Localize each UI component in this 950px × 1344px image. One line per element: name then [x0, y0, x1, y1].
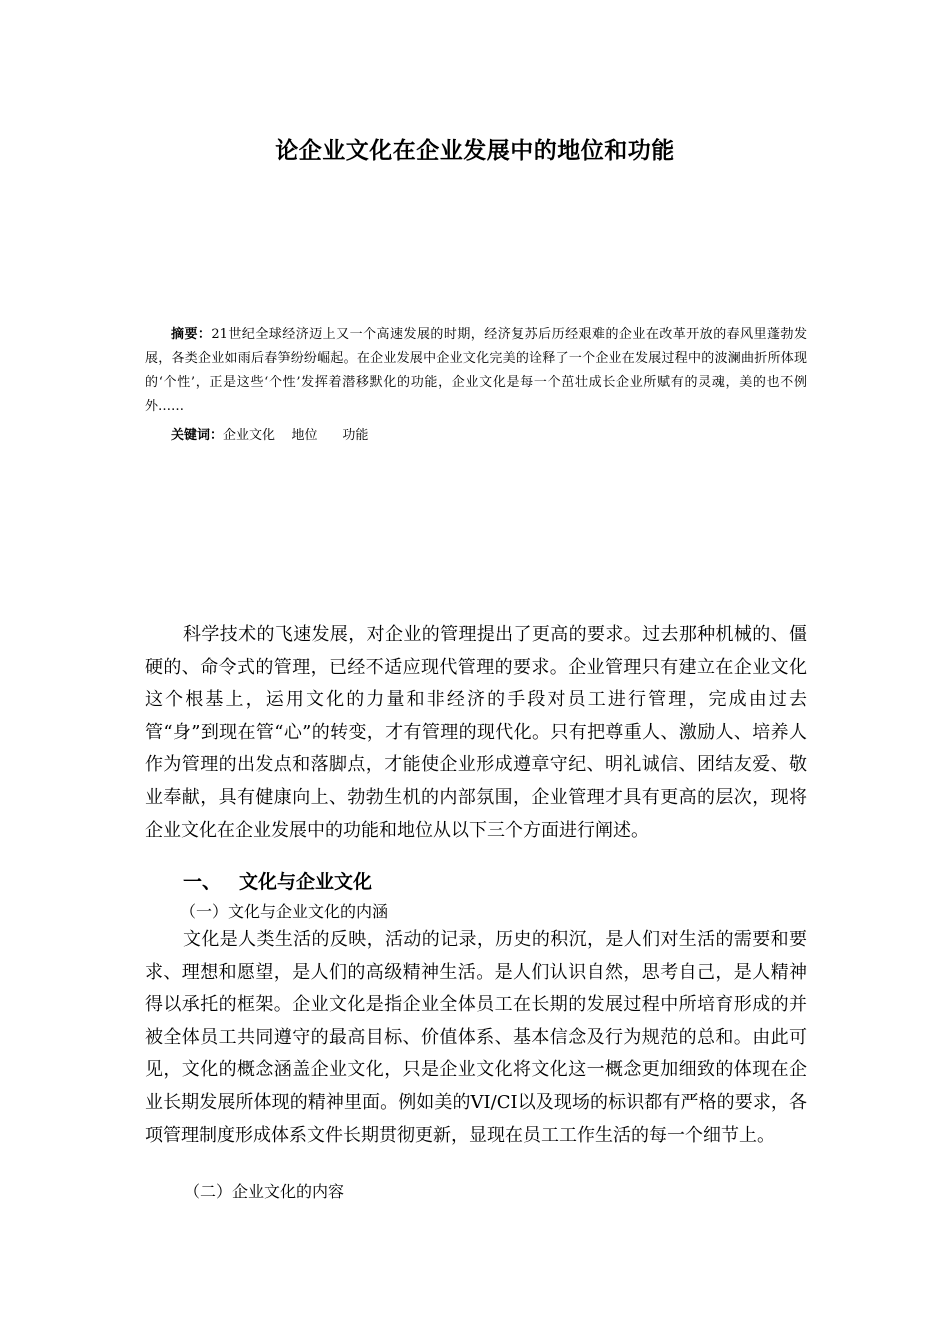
abstract	[145, 323, 807, 419]
keywords	[171, 424, 368, 448]
section-number: 一、	[183, 871, 222, 893]
abstract-label: 摘要：	[171, 327, 212, 342]
keywords-label: 关键词：	[171, 428, 224, 443]
subsection-heading-2: （二）企业文化的内容	[184, 1182, 345, 1201]
section-heading	[183, 866, 372, 898]
subsection-heading-1: （一）文化与企业文化的内涵	[180, 902, 389, 921]
section-heading-text: 文化与企业文化	[239, 871, 373, 893]
intro-paragraph: 科学技术的飞速发展，对企业的管理提出了更高的要求。过去那种机械的、僵硬的、命令式的管理，已经不适应现代管理的要求。企业管理只有建立在企业文化这个根基上，运用文化的力量和非经济的手段对员工进行管理，完成由过去管“身”到现在管“心”的转变，才有管理的现代化。只有把尊重人、激励人、培养人作为管理的出发点和落脚点，才能使企业形成遵章守纪、明礼诚信、团结友爱、敬业奉献，具有健康向上、勃勃生机的内部氛围，企业管理才具有更高的层次，现将企业文化在企业发展中的功能和地位从以下三个方面进行阐述。	[145, 624, 807, 841]
abstract-text: 21世纪全球经济迈上又一个高速发展的时期，经济复苏后历经艰难的企业在改革开放的春风里蓬勃发展，各类企业如雨后春笋纷纷崛起。在企业发展中企业文化完美的诠释了一个企业在发展过程中的波澜曲折所体现的‘个性’，正是这些‘个性’发挥着潜移默化的功能，企业文化是每一个茁壮成长企业所赋有的灵魂，美的也不例外……	[145, 327, 807, 414]
keywords-text: 企业文化 地位 功能	[223, 428, 369, 443]
document-title: 论企业文化在企业发展中的地位和功能	[275, 138, 675, 164]
subsection-paragraph-1: 文化是人类生活的反映，活动的记录，历史的积沉，是人们对生活的需要和要求、理想和愿望，是人们的高级精神生活。是人们认识自然，思考自己，是人精神得以承托的框架。企业文化是指企业全体员工在长期的发展过程中所培育形成的并被全体员工共同遵守的最高目标、价值体系、基本信念及行为规范的总和。由此可见，文化的概念涵盖企业文化，只是企业文化将文化这一概念更加细致的体现在企业长期发展所体现的精神里面。例如美的VI/CI以及现场的标识都有严格的要求，各项管理制度形成体系文件长期贯彻更新，显现在员工工作生活的每一个细节上。	[145, 929, 807, 1146]
